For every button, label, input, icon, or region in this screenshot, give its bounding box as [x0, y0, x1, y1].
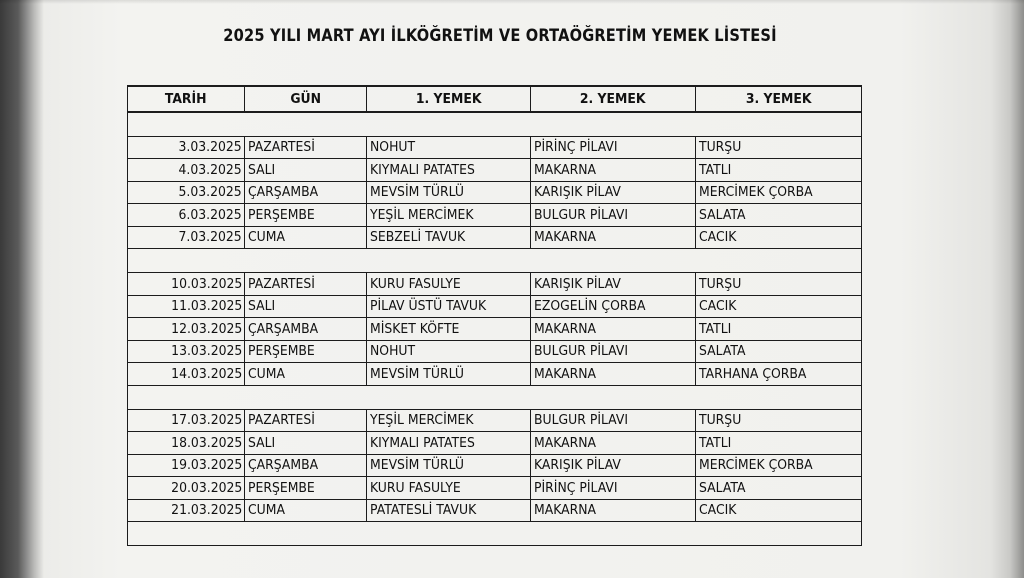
meal-1-cell-text: KIYMALI PATATES — [370, 434, 475, 451]
meal-3-cell — [696, 159, 862, 182]
day-cell — [245, 159, 367, 182]
meal-1-cell — [367, 363, 531, 386]
table-row — [128, 409, 862, 432]
day-cell-text: PAZARTESİ — [248, 412, 315, 429]
meal-2-cell — [531, 204, 696, 227]
table-row — [128, 159, 862, 182]
meal-2-cell — [531, 363, 696, 386]
day-cell — [245, 340, 367, 363]
date-cell — [128, 181, 245, 204]
meal-2-cell-text: BULGUR PİLAVI — [534, 412, 629, 429]
date-cell-text: 18.03.2025 — [170, 434, 242, 451]
meal-1-cell — [367, 318, 531, 341]
day-cell-text: PERŞEMBE — [248, 479, 315, 496]
meal-1-cell — [367, 454, 531, 477]
table-row — [128, 181, 862, 204]
meal-3-cell — [696, 432, 862, 455]
meal-3-cell-text: CACIK — [699, 298, 737, 315]
meal-1-cell-text: YEŞİL MERCİMEK — [370, 412, 474, 429]
date-cell — [128, 318, 245, 341]
day-cell-text: ÇARŞAMBA — [248, 320, 319, 337]
date-cell-text: 14.03.2025 — [170, 365, 242, 382]
meal-3-cell-text: MERCİMEK ÇORBA — [699, 457, 813, 474]
date-cell-text: 10.03.2025 — [170, 275, 242, 292]
header-date: TARİH — [128, 86, 245, 112]
day-cell-text: PERŞEMBE — [248, 206, 315, 223]
day-cell — [245, 181, 367, 204]
meal-3-cell — [696, 454, 862, 477]
meal-3-cell — [696, 136, 862, 159]
date-cell — [128, 159, 245, 182]
meal-1-cell — [367, 159, 531, 182]
meal-1-cell-text: MİSKET KÖFTE — [370, 320, 460, 337]
meal-3-cell-text: CACIK — [699, 229, 737, 246]
table-row — [128, 454, 862, 477]
meal-1-cell — [367, 273, 531, 296]
date-cell-text: 6.03.2025 — [178, 206, 242, 223]
meal-3-cell — [696, 273, 862, 296]
meal-3-cell-text: SALATA — [699, 343, 746, 360]
meal-3-cell — [696, 295, 862, 318]
day-cell — [245, 477, 367, 500]
meal-2-cell — [531, 226, 696, 249]
week-spacer-row — [128, 112, 862, 136]
meal-1-cell-text: MEVSİM TÜRLÜ — [370, 457, 464, 474]
day-cell — [245, 136, 367, 159]
date-cell-text: 12.03.2025 — [170, 320, 242, 337]
date-cell-text: 3.03.2025 — [178, 139, 242, 156]
meal-2-cell-text: MAKARNA — [534, 229, 597, 246]
table-row — [128, 499, 862, 522]
week-spacer-row — [128, 522, 862, 546]
day-cell — [245, 273, 367, 296]
meal-2-cell-text: BULGUR PİLAVI — [534, 206, 629, 223]
meal-2-cell-text: MAKARNA — [534, 365, 597, 382]
date-cell-text: 4.03.2025 — [178, 161, 242, 178]
day-cell-text: PERŞEMBE — [248, 343, 315, 360]
date-cell — [128, 136, 245, 159]
table-row — [128, 204, 862, 227]
meal-1-cell-text: PİLAV ÜSTÜ TAVUK — [370, 298, 487, 315]
day-cell-text: ÇARŞAMBA — [248, 457, 319, 474]
date-cell — [128, 340, 245, 363]
day-cell — [245, 499, 367, 522]
meal-2-cell — [531, 159, 696, 182]
date-cell — [128, 454, 245, 477]
meal-3-cell — [696, 226, 862, 249]
date-cell-text: 21.03.2025 — [170, 502, 242, 519]
meal-2-cell — [531, 136, 696, 159]
table-header — [128, 86, 862, 112]
meal-3-cell — [696, 181, 862, 204]
meal-2-cell-text: KARIŞIK PİLAV — [534, 275, 621, 292]
meal-3-cell-text: TARHANA ÇORBA — [699, 365, 807, 382]
day-cell — [245, 454, 367, 477]
day-cell-text: SALI — [248, 161, 276, 178]
date-cell-text: 11.03.2025 — [170, 298, 242, 315]
meal-3-cell-text: TATLI — [699, 320, 732, 337]
date-cell — [128, 363, 245, 386]
date-cell — [128, 499, 245, 522]
meal-3-cell-text: TATLI — [699, 434, 732, 451]
date-cell-text: 13.03.2025 — [170, 343, 242, 360]
meal-2-cell-text: MAKARNA — [534, 320, 597, 337]
meal-2-cell-text: MAKARNA — [534, 161, 597, 178]
meal-3-cell — [696, 477, 862, 500]
day-cell — [245, 409, 367, 432]
document-title — [199, 26, 801, 46]
meal-1-cell-text: KIYMALI PATATES — [370, 161, 475, 178]
date-cell — [128, 273, 245, 296]
meal-3-cell-text: TURŞU — [699, 412, 742, 429]
day-cell — [245, 295, 367, 318]
meal-2-cell-text: KARIŞIK PİLAV — [534, 184, 621, 201]
meal-1-cell — [367, 204, 531, 227]
meal-1-cell-text: PATATESLİ TAVUK — [370, 502, 477, 519]
meal-2-cell-text: PİRİNÇ PİLAVI — [534, 479, 618, 496]
table-row — [128, 318, 862, 341]
date-cell — [128, 226, 245, 249]
header-row — [128, 86, 862, 112]
date-cell-text: 5.03.2025 — [178, 184, 242, 201]
meal-3-cell-text: TATLI — [699, 161, 732, 178]
meal-2-cell — [531, 477, 696, 500]
meal-2-cell-text: MAKARNA — [534, 434, 597, 451]
day-cell — [245, 432, 367, 455]
meal-1-cell — [367, 181, 531, 204]
meal-3-cell-text: CACIK — [699, 502, 737, 519]
meal-2-cell-text: MAKARNA — [534, 502, 597, 519]
day-cell — [245, 204, 367, 227]
meal-1-cell — [367, 409, 531, 432]
date-cell — [128, 432, 245, 455]
meal-3-cell-text: MERCİMEK ÇORBA — [699, 184, 813, 201]
day-cell-text: CUMA — [248, 229, 285, 246]
day-cell-text: PAZARTESİ — [248, 139, 315, 156]
day-cell-text: CUMA — [248, 502, 285, 519]
day-cell-text: SALI — [248, 298, 276, 315]
table-row — [128, 477, 862, 500]
meal-1-cell-text: SEBZELİ TAVUK — [370, 229, 466, 246]
meal-1-cell — [367, 432, 531, 455]
meal-1-cell-text: KURU FASULYE — [370, 479, 461, 496]
day-cell — [245, 226, 367, 249]
table-row — [128, 226, 862, 249]
day-cell-text: CUMA — [248, 365, 285, 382]
date-cell-text: 19.03.2025 — [170, 457, 242, 474]
table-row — [128, 432, 862, 455]
meal-3-cell — [696, 363, 862, 386]
meal-2-cell — [531, 409, 696, 432]
date-cell — [128, 409, 245, 432]
day-cell — [245, 363, 367, 386]
date-cell-text: 7.03.2025 — [178, 229, 242, 246]
meal-1-cell — [367, 136, 531, 159]
day-cell-text: SALI — [248, 434, 276, 451]
table-row — [128, 363, 862, 386]
day-cell-text: ÇARŞAMBA — [248, 184, 319, 201]
week-spacer-row — [128, 249, 862, 273]
day-cell — [245, 318, 367, 341]
meal-2-cell — [531, 318, 696, 341]
meal-1-cell-text: YEŞİL MERCİMEK — [370, 206, 474, 223]
header-meal-2: 2. YEMEK — [531, 86, 696, 112]
date-cell-text: 17.03.2025 — [170, 412, 242, 429]
meal-2-cell — [531, 499, 696, 522]
header-meal-3: 3. YEMEK — [696, 86, 862, 112]
date-cell-text: 20.03.2025 — [170, 479, 242, 496]
meal-2-cell — [531, 181, 696, 204]
meal-1-cell-text: MEVSİM TÜRLÜ — [370, 184, 464, 201]
meal-2-cell-text: PİRİNÇ PİLAVI — [534, 139, 618, 156]
meal-1-cell-text: KURU FASULYE — [370, 275, 461, 292]
meal-2-cell — [531, 432, 696, 455]
meal-1-cell-text: NOHUT — [370, 343, 416, 360]
meal-2-cell-text: EZOGELİN ÇORBA — [534, 298, 646, 315]
meal-list-table — [127, 85, 862, 546]
document-title-text: 2025 YILI MART AYI İLKÖĞRETİM VE ORTAÖĞRETİM YEMEK LİSTESİ — [223, 26, 777, 46]
header-meal-1: 1. YEMEK — [367, 86, 531, 112]
meal-1-cell — [367, 477, 531, 500]
meal-3-cell — [696, 409, 862, 432]
day-cell-text: PAZARTESİ — [248, 275, 315, 292]
meal-1-cell-text: MEVSİM TÜRLÜ — [370, 365, 464, 382]
week-spacer-cell — [128, 522, 862, 546]
meal-3-cell — [696, 340, 862, 363]
week-spacer-cell — [128, 249, 862, 273]
meal-3-cell-text: SALATA — [699, 479, 746, 496]
meal-2-cell-text: BULGUR PİLAVI — [534, 343, 629, 360]
meal-2-cell — [531, 340, 696, 363]
meal-1-cell — [367, 340, 531, 363]
meal-2-cell — [531, 454, 696, 477]
meal-3-cell-text: TURŞU — [699, 139, 742, 156]
meal-1-cell — [367, 226, 531, 249]
meal-2-cell-text: KARIŞIK PİLAV — [534, 457, 621, 474]
meal-2-cell — [531, 273, 696, 296]
date-cell — [128, 204, 245, 227]
table-row — [128, 295, 862, 318]
page-edge-shadow — [0, 0, 1024, 4]
meal-1-cell-text: NOHUT — [370, 139, 416, 156]
meal-1-cell — [367, 295, 531, 318]
meal-1-cell — [367, 499, 531, 522]
meal-3-cell — [696, 318, 862, 341]
table-body — [128, 112, 862, 546]
meal-2-cell — [531, 295, 696, 318]
table-row — [128, 136, 862, 159]
meal-3-cell — [696, 499, 862, 522]
week-spacer-cell — [128, 385, 862, 409]
meal-3-cell-text: TURŞU — [699, 275, 742, 292]
table-row — [128, 273, 862, 296]
header-day: GÜN — [245, 86, 367, 112]
table-row — [128, 340, 862, 363]
date-cell — [128, 477, 245, 500]
meal-3-cell — [696, 204, 862, 227]
date-cell — [128, 295, 245, 318]
week-spacer-cell — [128, 112, 862, 136]
week-spacer-row — [128, 385, 862, 409]
meal-3-cell-text: SALATA — [699, 206, 746, 223]
